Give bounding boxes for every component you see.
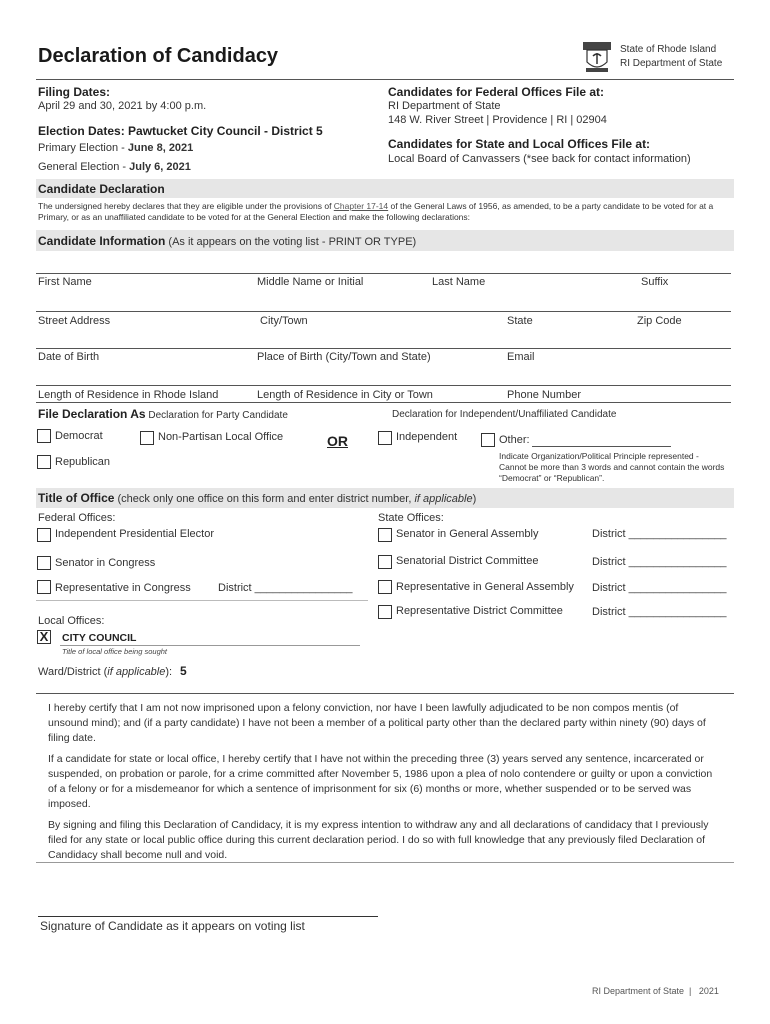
header-rule: [36, 79, 734, 80]
certify-bottom-rule: [36, 862, 734, 863]
footer-text: RI Department of State | 2021: [592, 986, 719, 996]
senator-congress-checkbox[interactable]: [37, 556, 51, 570]
local-divider: [36, 600, 368, 601]
certify-top-rule: [36, 693, 734, 694]
indep-decl-label: Declaration for Independent/Unaffiliated Candidate: [392, 409, 617, 420]
state-offices-label: State Offices:: [378, 512, 444, 524]
filing-dates-heading: Filing Dates:: [38, 85, 111, 99]
office-sub-post: ): [472, 493, 477, 505]
filing-dates-value: April 29 and 30, 2021 by 4:00 p.m.: [38, 100, 207, 112]
ward-district-label: [38, 666, 172, 678]
rep-congress-label: Representative in Congress: [55, 582, 191, 594]
city-council-checkbox[interactable]: X: [37, 630, 51, 644]
candidate-info-subtitle: (As it appears on the voting list - PRINT OR TYPE): [165, 236, 417, 248]
state-label: State: [507, 315, 533, 327]
or-separator: OR: [327, 433, 348, 449]
republican-label: Republican: [55, 456, 111, 468]
rep-committee-district[interactable]: [592, 606, 727, 618]
declaration-text-post: of the General Laws of 1956, as amended, to be a party candidate to be voted for at a Primary, or as an unaffiliated candidate to be voted for at the General Election and make the following declarations:: [38, 201, 714, 222]
state-seal-icon: [578, 38, 616, 76]
signature-label: Signature of Candidate as it appears on voting list: [40, 919, 305, 933]
file-decl-title: File Declaration As: [38, 407, 146, 421]
declaration-heading: Candidate Declaration: [38, 182, 165, 196]
republican-checkbox[interactable]: [37, 455, 51, 469]
party-decl-label: Declaration for Party Candidate: [145, 410, 288, 421]
declaration-text-pre: The undersigned hereby declares that they are eligible under the provisions of: [38, 201, 334, 211]
general-label: General Election -: [38, 161, 130, 173]
local-office-value: CITY COUNCIL: [62, 632, 137, 644]
street-label: Street Address: [38, 315, 111, 327]
primary-label: Primary Election -: [38, 142, 128, 154]
city-label: City/Town: [260, 315, 308, 327]
other-note: Indicate Organization/Political Principle represented - Cannot be more than 3 words and cannot contain the words “Democrat” or “Republican”.: [499, 451, 725, 483]
district-blank: ________________: [628, 528, 727, 540]
last-name-label: Last Name: [432, 276, 486, 288]
other-checkbox[interactable]: [481, 433, 495, 447]
nonpartisan-label: Non-Partisan Local Office: [158, 431, 284, 443]
form-title: Declaration of Candidacy: [38, 45, 279, 67]
district-label: District: [592, 582, 626, 594]
certify-paragraph-3: By signing and filing this Declaration of Candidacy, it is my express intention to withdraw any and all declarations of candidacy that I previously filed for any state or local public office during this current declaration period. I do so with full knowledge that any previously filed Declaration of Candidacy shall become null and void.: [48, 819, 709, 861]
rep-committee-label: Representative District Committee: [396, 605, 563, 617]
general-election: [38, 161, 191, 173]
ward-district-value[interactable]: 5: [180, 664, 187, 678]
rep-ga-label: Representative in General Assembly: [396, 581, 574, 593]
district-label: District: [592, 606, 626, 618]
rep-ga-district[interactable]: [592, 582, 727, 594]
district-blank: ________________: [628, 556, 727, 568]
district-label: District: [218, 582, 252, 594]
ind-elector-checkbox[interactable]: [37, 528, 51, 542]
senator-ga-district[interactable]: [592, 528, 727, 540]
rep-congress-checkbox[interactable]: [37, 580, 51, 594]
state-name: State of Rhode Island: [620, 44, 717, 55]
senatorial-committee-district[interactable]: [592, 556, 727, 568]
phone-label: Phone Number: [507, 389, 581, 401]
dob-label: Date of Birth: [38, 351, 100, 363]
nonpartisan-checkbox[interactable]: [140, 431, 154, 445]
chapter-link[interactable]: Chapter 17-14: [333, 201, 389, 211]
row4-line[interactable]: [36, 385, 731, 386]
suffix-label: Suffix: [641, 276, 669, 288]
candidate-info-title: Candidate Information: [38, 234, 166, 248]
district-blank: ________________: [628, 606, 727, 618]
federal-file-heading: Candidates for Federal Offices File at:: [388, 85, 605, 99]
residence-ri-label: Length of Residence in Rhode Island: [38, 389, 219, 401]
other-input-line[interactable]: [532, 446, 671, 447]
candidate-info-heading: [38, 234, 416, 248]
file-decl-heading: [38, 407, 288, 421]
senator-congress-label: Senator in Congress: [55, 557, 156, 569]
certification-text: [48, 701, 718, 869]
department-name: RI Department of State: [620, 58, 723, 69]
democrat-label: Democrat: [55, 430, 103, 442]
senatorial-committee-label: Senatorial District Committee: [396, 555, 539, 567]
signature-line[interactable]: [38, 916, 378, 917]
rep-ga-checkbox[interactable]: [378, 580, 392, 594]
zip-label: Zip Code: [637, 315, 682, 327]
ward-ital: if applicable: [107, 666, 166, 678]
district-label: District: [592, 528, 626, 540]
ward-post: ):: [165, 666, 173, 678]
office-heading: [38, 491, 476, 505]
district-blank: ________________: [254, 582, 353, 594]
federal-file-line1: RI Department of State: [388, 100, 501, 112]
rep-committee-checkbox[interactable]: [378, 605, 392, 619]
middle-name-label: Middle Name or Initial: [257, 276, 364, 288]
local-file-heading: Candidates for State and Local Offices File at:: [388, 137, 651, 151]
state-department-label: [620, 43, 722, 71]
first-name-label: First Name: [38, 276, 92, 288]
office-sub-ital: if applicable: [414, 493, 473, 505]
independent-label: Independent: [396, 431, 458, 443]
rep-congress-district[interactable]: [218, 582, 353, 594]
district-label: District: [592, 556, 626, 568]
democrat-checkbox[interactable]: [37, 429, 51, 443]
local-offices-label: Local Offices:: [38, 615, 105, 627]
election-dates-heading: Election Dates: Pawtucket City Council - District 5: [38, 124, 323, 138]
independent-checkbox[interactable]: [378, 431, 392, 445]
district-blank: ________________: [628, 582, 727, 594]
primary-election: [38, 142, 193, 154]
certify-paragraph-2: If a candidate for state or local office, I hereby certify that I have not within the preceding three (3) years served any sentence, incarcerated or suspended, on probation or parole, for a crime committed after November 5, 1986 upon a plea of nolo contendere or guilty or upon a conviction of a felony or for a misdemeanor for which a sentence of imprisonment for six (6) months or more, whether suspended or to be served was imposed.: [48, 753, 713, 810]
row3-line[interactable]: [36, 348, 731, 349]
ind-elector-label: Independent Presidential Elector: [55, 528, 214, 540]
pob-label: Place of Birth (City/Town and State): [257, 351, 431, 363]
general-date: July 6, 2021: [129, 161, 191, 173]
local-office-line[interactable]: [60, 645, 360, 646]
federal-offices-label: Federal Offices:: [38, 512, 116, 524]
local-file-line: Local Board of Canvassers (*see back for contact information): [388, 153, 691, 165]
certify-paragraph-1: I hereby certify that I am not now imprisoned upon a felony conviction, nor have I been lawfully adjudicated to be non compos mentis (of unsound mind); and (if a party candidate) I have not been a member of a political party other than the declared party within ninety (90) days of filing date.: [48, 702, 706, 744]
federal-file-line2: 148 W. River Street | Providence | RI | 02904: [388, 114, 607, 126]
file-decl-rule: [36, 402, 731, 403]
email-label: Email: [507, 351, 535, 363]
primary-date: June 8, 2021: [127, 142, 194, 154]
residence-city-label: Length of Residence in City or Town: [257, 389, 433, 401]
local-office-note: Title of local office being sought: [62, 647, 167, 656]
senator-ga-checkbox[interactable]: [378, 528, 392, 542]
ward-pre: Ward/District (: [38, 666, 108, 678]
other-label: Other:: [499, 434, 530, 446]
row2-line[interactable]: [36, 311, 731, 312]
office-sub-pre: (check only one office on this form and enter district number,: [114, 493, 415, 505]
office-title: Title of Office: [38, 491, 115, 505]
declaration-text: [38, 201, 728, 223]
senatorial-committee-checkbox[interactable]: [378, 555, 392, 569]
senator-ga-label: Senator in General Assembly: [396, 528, 539, 540]
row1-line[interactable]: [36, 273, 731, 274]
